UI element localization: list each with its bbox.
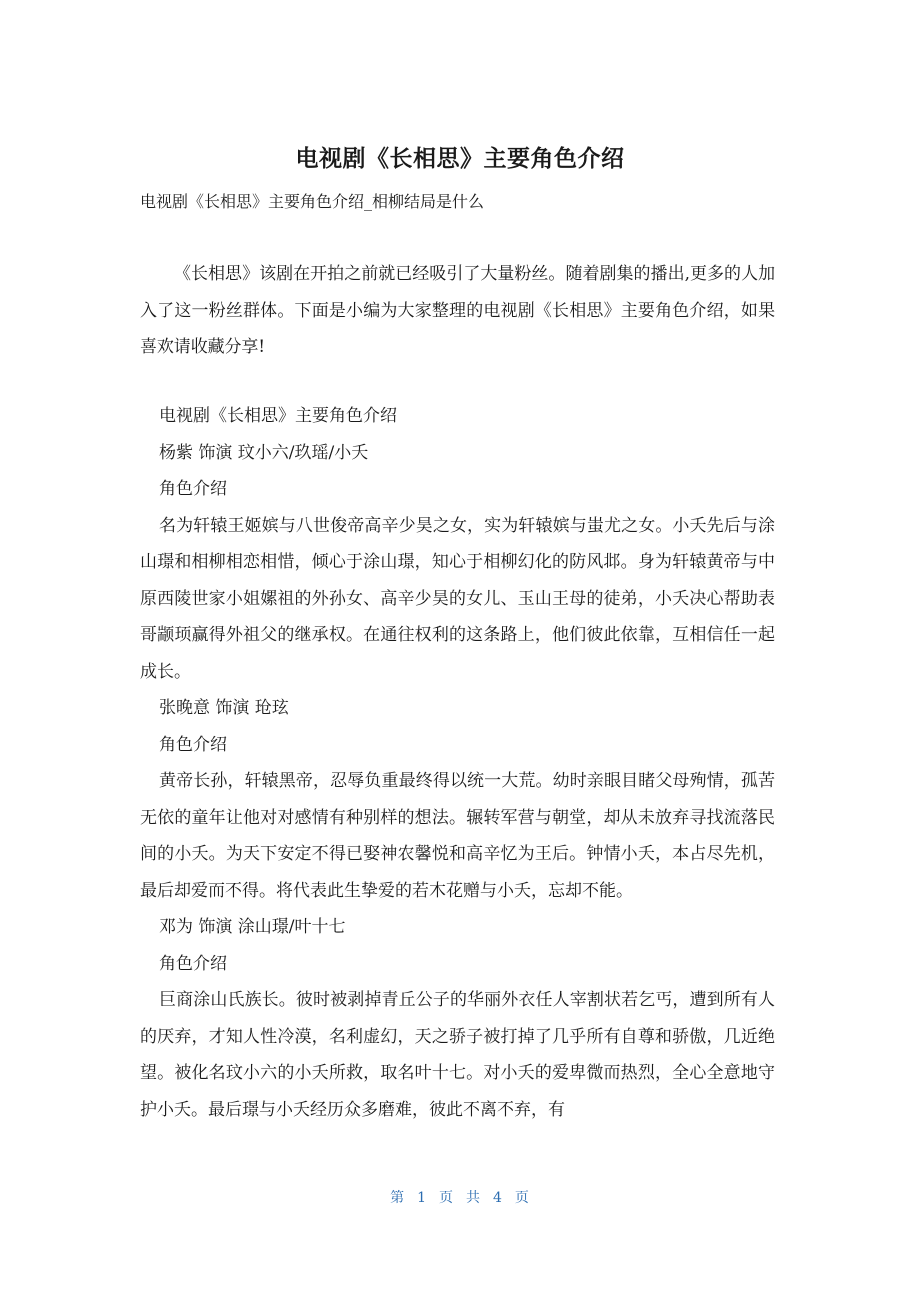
role-cast-line: 杨紫 饰演 玟小六/玖瑶/小夭: [159, 442, 369, 463]
section-heading: 电视剧《长相思》主要角色介绍: [159, 406, 397, 426]
role-label: 角色介绍: [159, 479, 227, 499]
intro-paragraph: 《长相思》该剧在开拍之前就已经吸引了大量粉丝。随着剧集的播出,更多的人加入了这一粉丝群体。下面是小编为大家整理的电视剧《长相思》主要角色介绍，如果喜欢请收藏分享!: [140, 264, 775, 357]
role-description: 巨商涂山氏族长。彼时被剥掉青丘公子的华丽外衣任人宰割状若乞丐，遭到所有人的厌弃，才知人性冷漠，名利虚幻，天之骄子被打掉了几乎所有自尊和骄傲，几近绝望。被化名玟小六的小夭所救，取名叶十七。对小夭的爱卑微而热烈，全心全意地守护小夭。最后璟与小夭经历众多磨难，彼此不离不弃，有: [140, 990, 775, 1120]
page-word: 第: [390, 1190, 406, 1206]
page-number: 1: [417, 1190, 427, 1206]
document-title: 电视剧《长相思》主要角色介绍: [295, 146, 625, 172]
page-footer: [0, 1187, 920, 1207]
role-cast-line: 张晚意 饰演 玱玹: [159, 698, 289, 718]
role-list: [140, 398, 775, 1128]
total-word: 共: [466, 1190, 481, 1206]
role-description: 黄帝长孙，轩辕黑帝，忍辱负重最终得以统一大荒。幼时亲眼目睹父母殉情，孤苦无依的童年让他对对感情有种别样的想法。辗转军营与朝堂，却从未放弃寻找流落民间的小夭。为天下安定不得已娶神农馨悦和高辛忆为王后。钟情小夭，本占尽先机，最后却爱而不得。将代表此生挚爱的若木花赠与小夭，忘却不能。: [140, 771, 775, 901]
role-description: 名为轩辕王姬嫔与八世俊帝高辛少昊之女，实为轩辕嫔与蚩尤之女。小夭先后与涂山璟和相柳相恋相惜，倾心于涂山璟，知心于相柳幻化的防风邶。身为轩辕黄帝与中原西陵世家小姐嫘祖的外孙女、高辛少昊的女儿、玉山王母的徒弟，小夭决心帮助表哥颛顼赢得外祖父的继承权。在通往权利的这条路上，他们彼此依靠，互相信任一起成长。: [140, 515, 775, 682]
role-cast-line: 邓为 饰演 涂山璟/叶十七: [159, 917, 346, 937]
page-unit: 页: [439, 1190, 454, 1206]
total-unit: 页: [514, 1190, 530, 1206]
document-subtitle: 电视剧《长相思》主要角色介绍_相柳结局是什么: [140, 192, 485, 211]
role-label: 角色介绍: [159, 734, 227, 755]
role-label: 角色介绍: [159, 953, 227, 974]
total-pages: 4: [493, 1190, 503, 1206]
